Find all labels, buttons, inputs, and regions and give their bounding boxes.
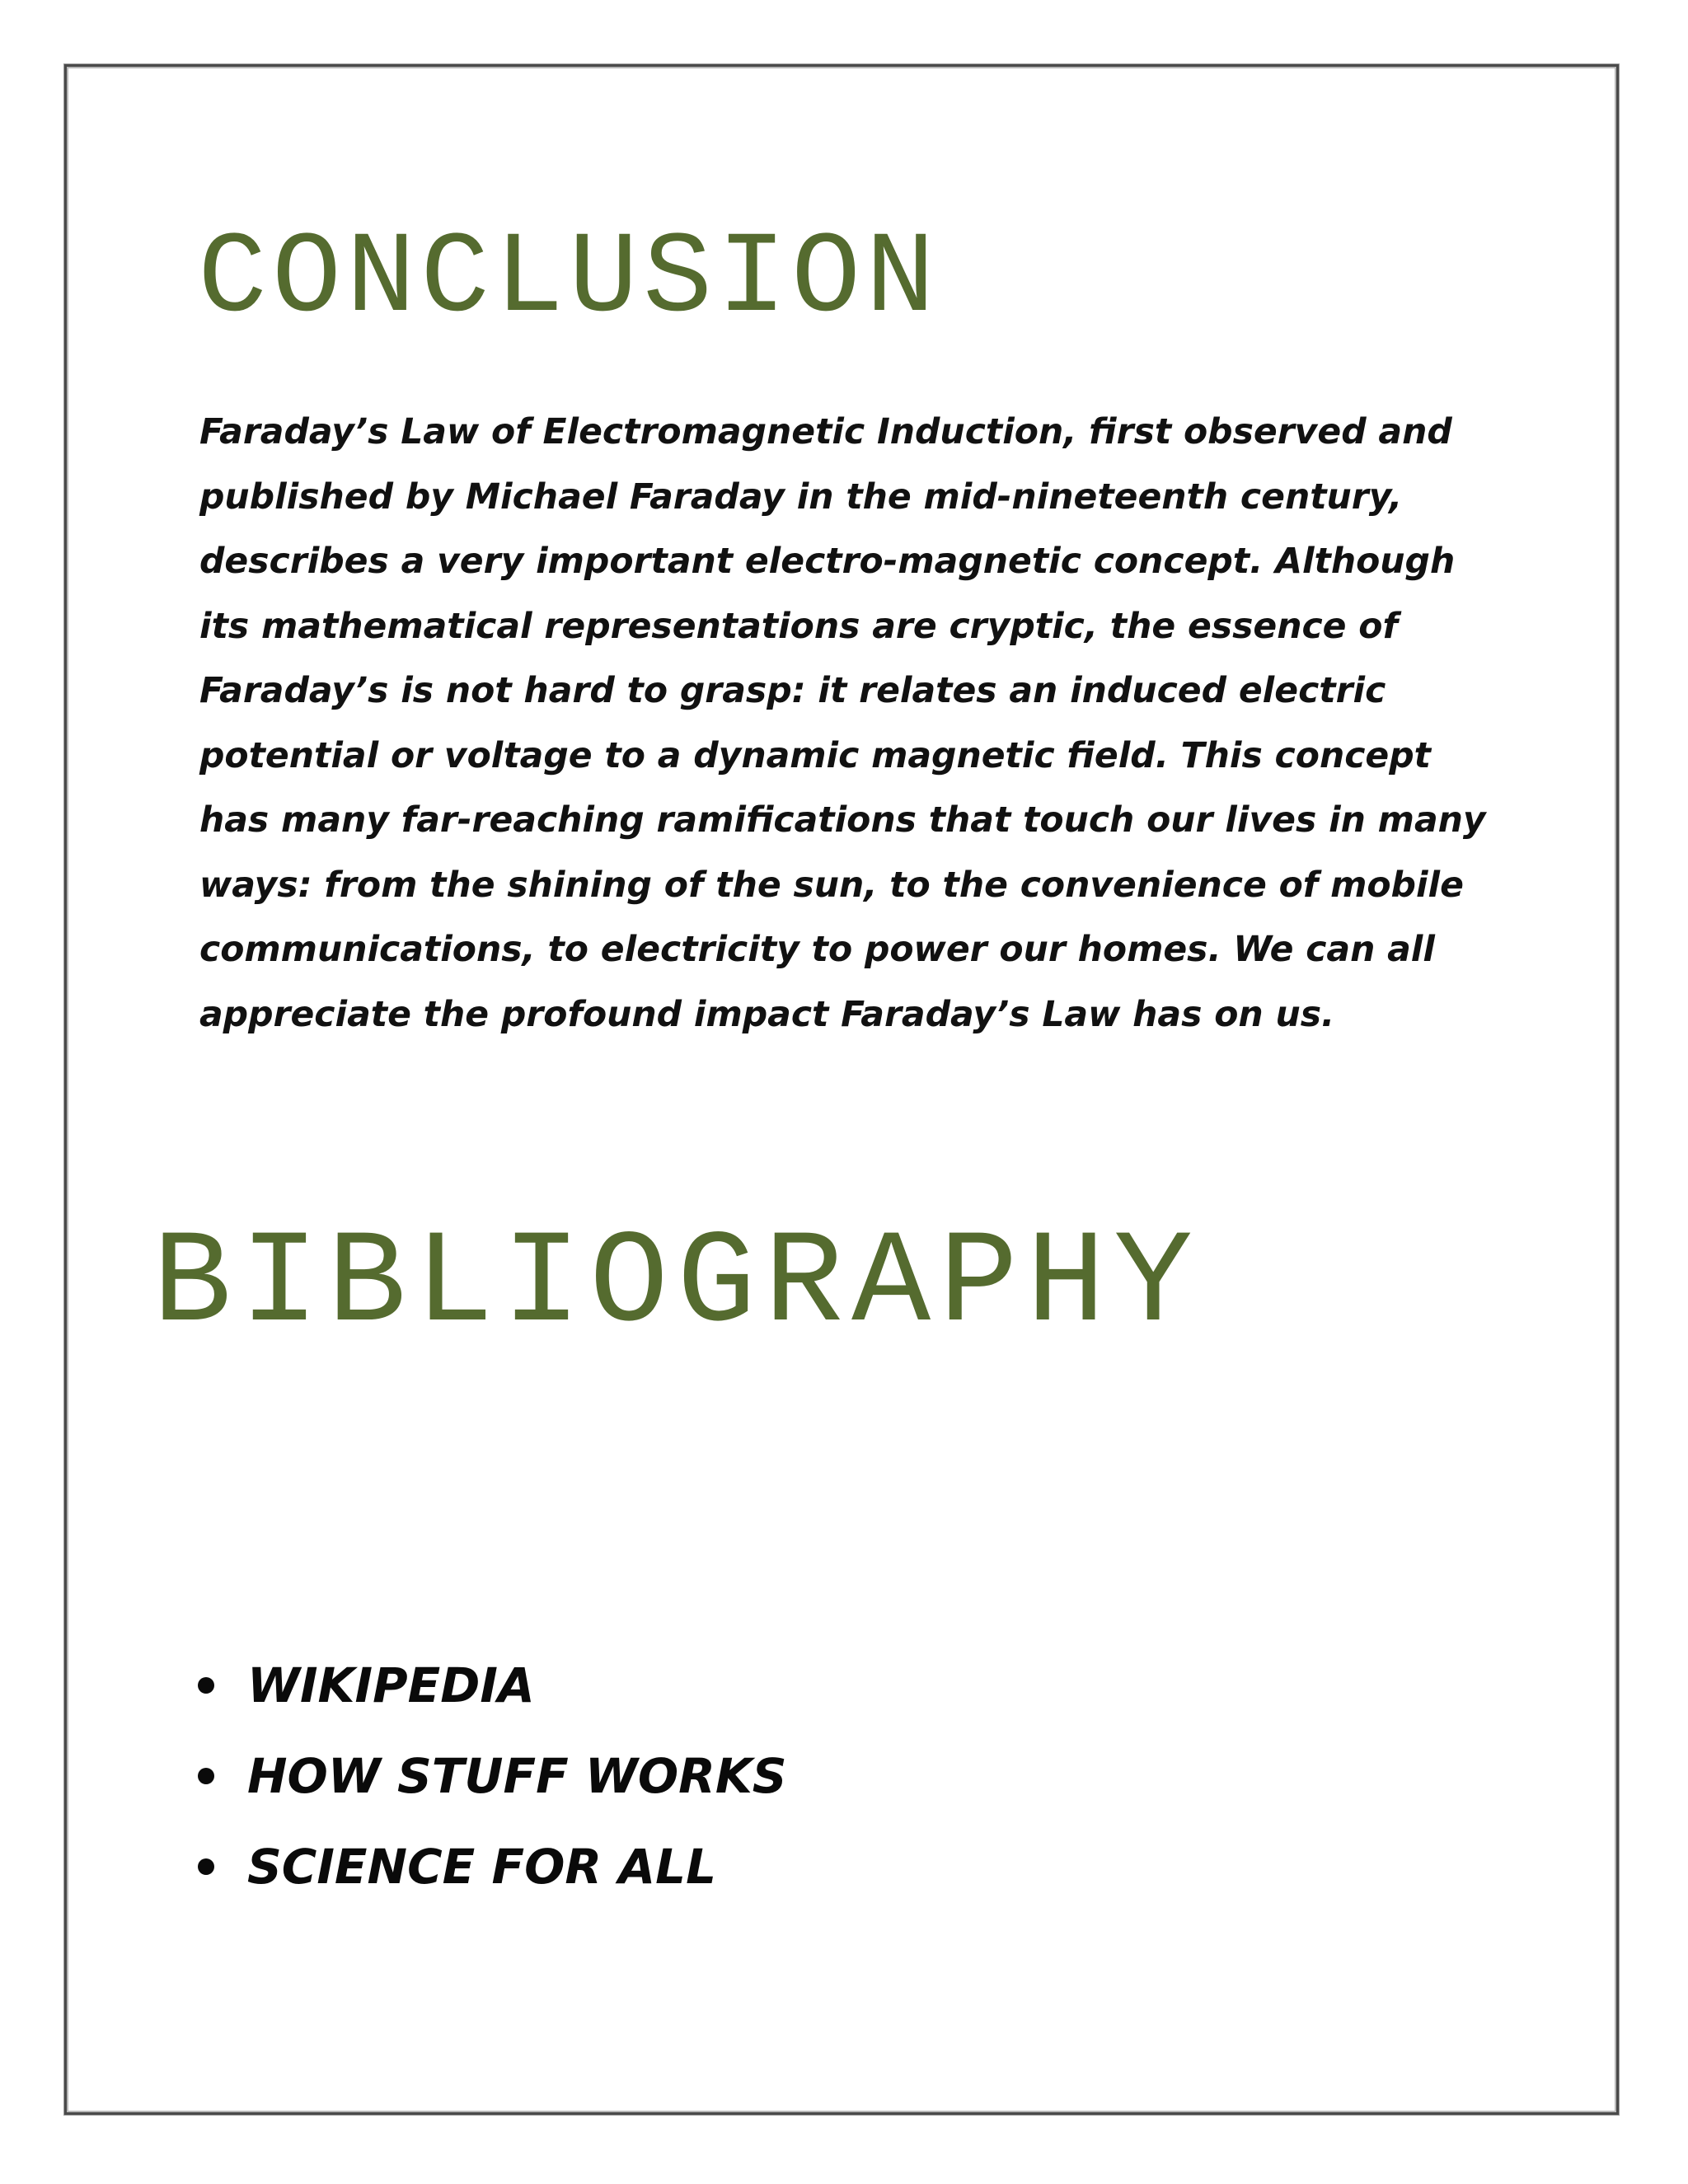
bibliography-heading: BIBLIOGRAPHY <box>152 1211 1202 1360</box>
bibliography-item-label: HOW STUFF WORKS <box>247 1748 787 1804</box>
bibliography-list <box>198 1640 787 1912</box>
bibliography-item-label: SCIENCE FOR ALL <box>247 1839 717 1895</box>
bullet-icon <box>198 1677 214 1694</box>
bullet-icon <box>198 1858 214 1875</box>
bibliography-item <box>198 1821 787 1912</box>
bibliography-item <box>198 1640 787 1731</box>
bibliography-item <box>198 1731 787 1821</box>
bibliography-item-label: WIKIPEDIA <box>247 1657 535 1713</box>
bullet-icon <box>198 1768 214 1784</box>
conclusion-paragraph: Faraday’s Law of Electromagnetic Induction, first observed and published by Michael Faraday in the mid-nineteenth century, describes a very important electro-magnetic concept. Although its mathematical representations are cryptic, the essence of Faraday’s is not hard to grasp: it relates an induced electric potential or voltage to a dynamic magnetic field. This concept has many far-reaching ramifications that touch our lives in many ways: from the shining of the sun, to the convenience of mobile communications, to electricity to power our homes. We can all appreciate the profound impact Faraday’s Law has on us. <box>199 412 1486 1035</box>
conclusion-heading: CONCLUSION <box>198 214 940 345</box>
